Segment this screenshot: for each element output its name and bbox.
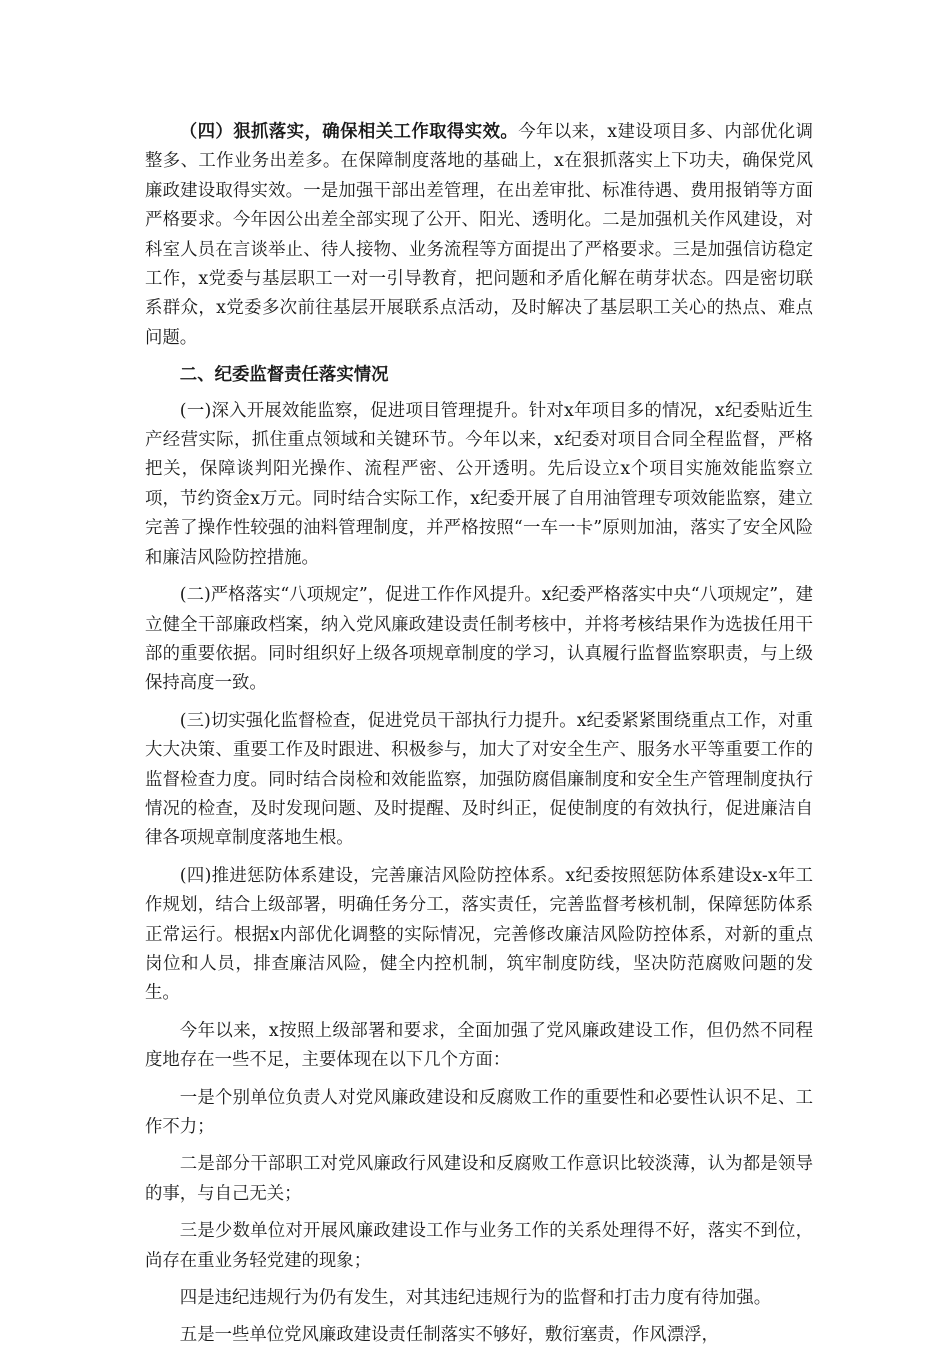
paragraph-efficiency-supervision: (一)深入开展效能监察，促进项目管理提升。针对x年项目多的情况，x纪委贴近生产经营实际，抓住重点领域和关键环节。今年以来，x纪委对项目合同全程监督，严格把关，保障谈判阳光操作、流程严密、公开透明。先后设立x个项目实施效能监察立项，节约资金x万元。同时结合实际工作，x纪委开展了自用油管理专项效能监察，建立完善了操作性较强的油料管理制度，并严格按照“一车一卡”原则加油，落实了安全风险和廉洁风险防控措施。 — [145, 400, 813, 568]
paragraph-shortcoming-1: 一是个别单位负责人对党风廉政建设和反腐败工作的重要性和必要性认识不足、工作不力； — [145, 1087, 813, 1137]
document-body — [145, 118, 813, 1351]
paragraph-prevention-system: (四)推进惩防体系建设，完善廉洁风险防控体系。x纪委按照惩防体系建设x-x年工作规划，结合上级部署，明确任务分工，落实责任，完善监督考核机制，保障惩防体系正常运行。根据x内部优化调整的实际情况，完善修改廉洁风险防控体系，对新的重点岗位和人员，排查廉洁风险，健全内控机制，筑牢制度防线，坚决防范腐败问题的发生。 — [145, 865, 813, 1004]
section-heading: 二、纪委监督责任落实情况 — [179, 365, 389, 386]
paragraph-implementation — [145, 118, 813, 353]
paragraph-text: 今年以来，x建设项目多、内部优化调整多、工作业务出差多。在保障制度落地的基础上，x在狠抓落实上下功夫，确保党风廉政建设取得实效。一是加强干部出差管理，在出差审批、标准待遇、费用报销等方面严格要求。今年因公出差全部实现了公开、阳光、透明化。二是加强机关作风建设，对科室人员在言谈举止、待人接物、业务流程等方面提出了严格要求。三是加强信访稳定工作，x党委与基层职工一对一引导教育，把问题和矛盾化解在萌芽状态。四是密切联系群众，x党委多次前往基层开展联系点活动，及时解决了基层职工关心的热点、难点问题。 — [145, 122, 813, 348]
paragraph-shortcomings-intro: 今年以来，x按照上级部署和要求，全面加强了党风廉政建设工作，但仍然不同程度地存在一些不足，主要体现在以下几个方面： — [145, 1020, 813, 1071]
paragraph-shortcoming-3: 三是少数单位对开展风廉政建设工作与业务工作的关系处理得不好，落实不到位，尚存在重业务轻党建的现象； — [145, 1221, 813, 1271]
paragraph-lead: （四）狠抓落实，确保相关工作取得实效。 — [179, 122, 519, 142]
paragraph-supervision-inspection: (三)切实强化监督检查，促进党员干部执行力提升。x纪委紧紧围绕重点工作，对重大大决策、重要工作及时跟进、积极参与，加大了对安全生产、服务水平等重要工作的监督检查力度。同时结合岗检和效能监察，加强防腐倡廉制度和安全生产管理制度执行情况的检查，及时发现问题、及时提醒、及时纠正，促使制度的有效执行，促进廉洁自律各项规章制度落地生根。 — [145, 710, 813, 849]
paragraph-eight-rules: (二)严格落实“八项规定”，促进工作作风提升。x纪委严格落实中央“八项规定”，建立健全干部廉政档案，纳入党风廉政建设责任制考核中，并将考核结果作为选拔任用干部的重要依据。同时组织好上级各项规章制度的学习，认真履行监督监察职责，与上级保持高度一致。 — [145, 585, 813, 694]
paragraph-shortcoming-5: 五是一些单位党风廉政建设责任制落实不够好，敷衍塞责，作风漂浮， — [179, 1325, 719, 1346]
paragraph-shortcoming-2: 二是部分干部职工对党风廉政行风建设和反腐败工作意识比较淡薄，认为都是领导的事，与自己无关； — [145, 1154, 813, 1204]
paragraph-shortcoming-4: 四是违纪违规行为仍有发生，对其违纪违规行为的监督和打击力度有待加强。 — [179, 1288, 772, 1309]
